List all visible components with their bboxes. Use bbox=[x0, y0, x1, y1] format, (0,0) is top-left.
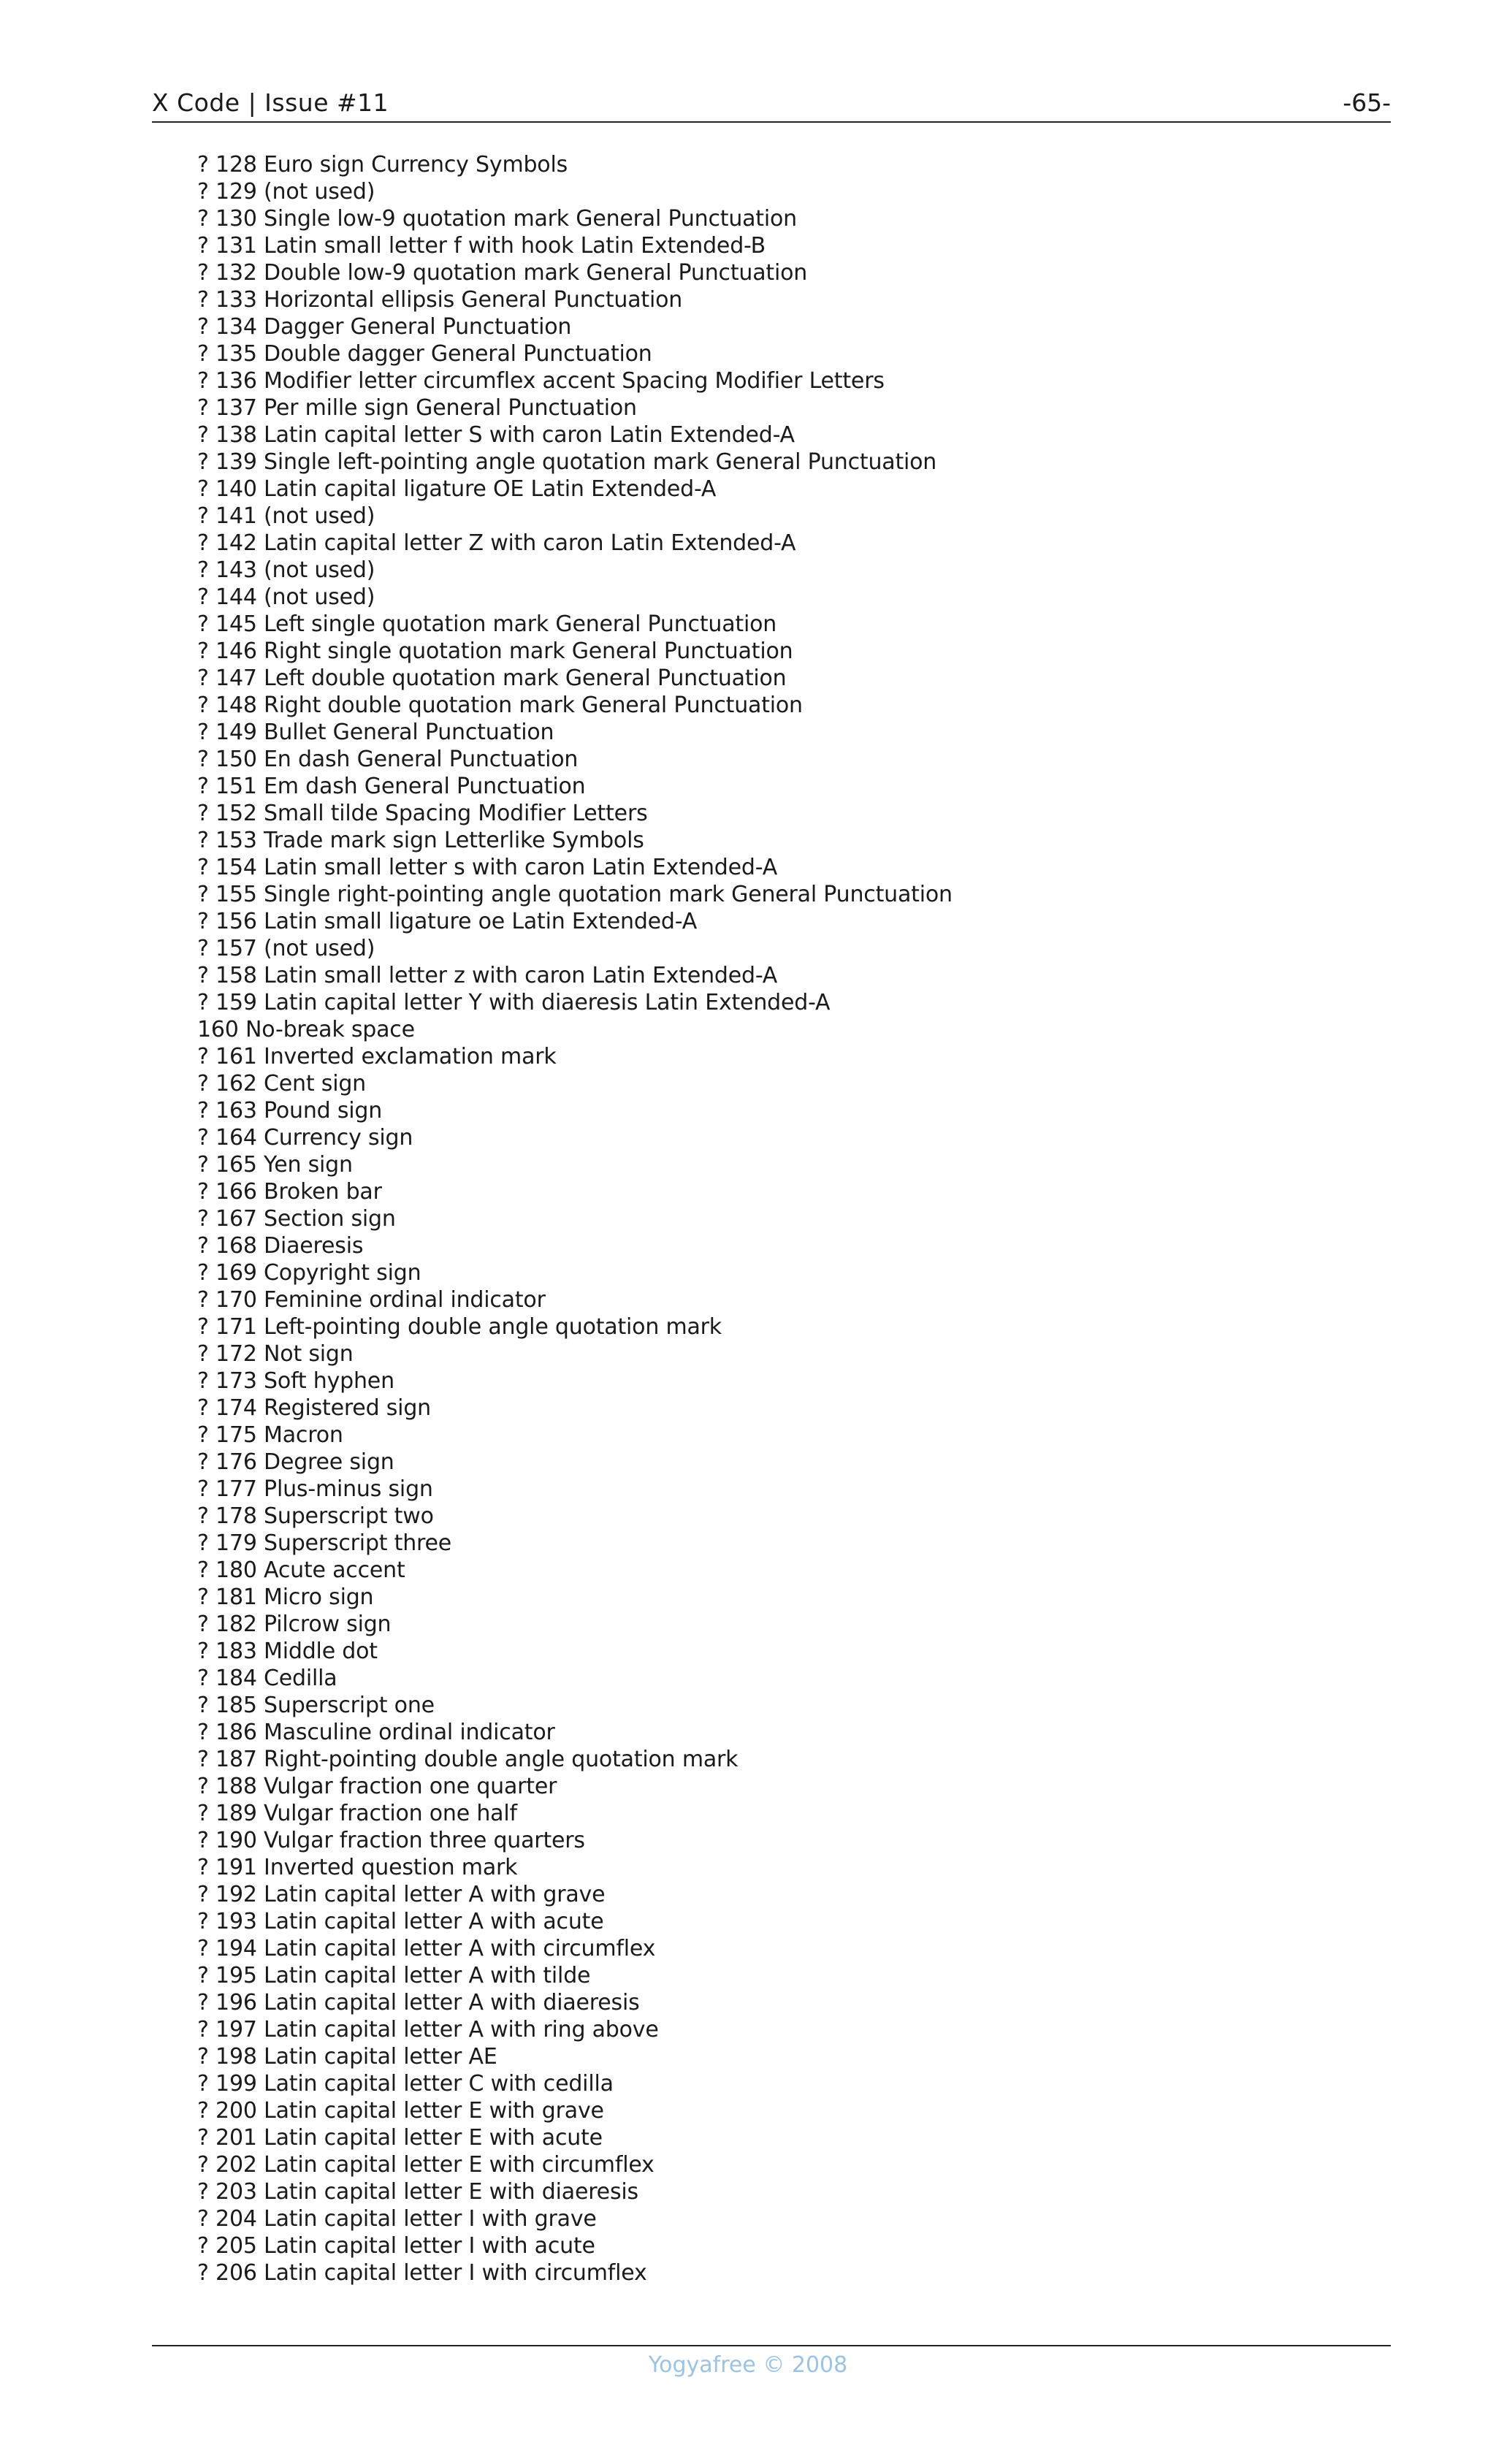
list-item: ? 165 Yen sign bbox=[197, 1152, 353, 1178]
list-item: ? 142 Latin capital letter Z with caron Latin Extended-A bbox=[197, 530, 796, 556]
list-item: ? 154 Latin small letter s with caron Latin Extended-A bbox=[197, 855, 778, 880]
list-item: ? 204 Latin capital letter I with grave bbox=[197, 2206, 597, 2232]
list-item: ? 139 Single left-pointing angle quotation mark General Punctuation bbox=[197, 449, 937, 475]
list-item: ? 178 Superscript two bbox=[197, 1503, 434, 1529]
footer-divider bbox=[152, 2345, 1391, 2346]
list-item: ? 171 Left-pointing double angle quotation mark bbox=[197, 1314, 722, 1340]
list-item: ? 175 Macron bbox=[197, 1422, 343, 1448]
list-item: ? 146 Right single quotation mark General Punctuation bbox=[197, 638, 793, 664]
list-item: ? 161 Inverted exclamation mark bbox=[197, 1044, 557, 1069]
list-item: 160 No-break space bbox=[197, 1017, 415, 1042]
list-item: ? 176 Degree sign bbox=[197, 1449, 394, 1475]
list-item: ? 173 Soft hyphen bbox=[197, 1368, 394, 1394]
list-item: ? 137 Per mille sign General Punctuation bbox=[197, 395, 637, 421]
list-item: ? 197 Latin capital letter A with ring above bbox=[197, 2017, 659, 2042]
list-item: ? 174 Registered sign bbox=[197, 1395, 431, 1421]
list-item: ? 128 Euro sign Currency Symbols bbox=[197, 152, 568, 178]
list-item: ? 145 Left single quotation mark General Punctuation bbox=[197, 611, 777, 637]
list-item: ? 185 Superscript one bbox=[197, 1693, 435, 1718]
list-item: ? 140 Latin capital ligature OE Latin Extended-A bbox=[197, 476, 717, 502]
list-item: ? 135 Double dagger General Punctuation bbox=[197, 341, 652, 367]
list-item: ? 172 Not sign bbox=[197, 1341, 354, 1367]
list-item: ? 194 Latin capital letter A with circumflex bbox=[197, 1936, 656, 1961]
list-item: ? 150 En dash General Punctuation bbox=[197, 747, 579, 772]
list-item: ? 188 Vulgar fraction one quarter bbox=[197, 1774, 557, 1799]
list-item: ? 206 Latin capital letter I with circumflex bbox=[197, 2260, 647, 2286]
list-item: ? 132 Double low-9 quotation mark General Punctuation bbox=[197, 260, 808, 286]
list-item: ? 167 Section sign bbox=[197, 1206, 396, 1232]
list-item: ? 179 Superscript three bbox=[197, 1530, 452, 1556]
list-item: ? 153 Trade mark sign Letterlike Symbols bbox=[197, 828, 644, 853]
list-item: ? 157 (not used) bbox=[197, 936, 375, 961]
list-item: ? 149 Bullet General Punctuation bbox=[197, 720, 554, 745]
list-item: ? 193 Latin capital letter A with acute bbox=[197, 1909, 604, 1934]
list-item: ? 202 Latin capital letter E with circumflex bbox=[197, 2152, 654, 2178]
list-item: ? 158 Latin small letter z with caron Latin Extended-A bbox=[197, 963, 778, 988]
list-item: ? 169 Copyright sign bbox=[197, 1260, 421, 1286]
list-item: ? 143 (not used) bbox=[197, 557, 375, 583]
list-item: ? 134 Dagger General Punctuation bbox=[197, 314, 572, 340]
list-item: ? 201 Latin capital letter E with acute bbox=[197, 2125, 603, 2151]
list-item: ? 129 (not used) bbox=[197, 179, 375, 205]
list-item: ? 131 Latin small letter f with hook Latin Extended-B bbox=[197, 233, 766, 259]
list-item: ? 203 Latin capital letter E with diaeresis bbox=[197, 2179, 638, 2205]
list-item: ? 164 Currency sign bbox=[197, 1125, 413, 1151]
page-header bbox=[152, 88, 1391, 123]
list-item: ? 200 Latin capital letter E with grave bbox=[197, 2098, 604, 2124]
list-item: ? 136 Modifier letter circumflex accent Spacing Modifier Letters bbox=[197, 368, 885, 394]
list-item: ? 163 Pound sign bbox=[197, 1098, 383, 1124]
list-item: ? 190 Vulgar fraction three quarters bbox=[197, 1828, 585, 1853]
footer-text: Yogyafree © 2008 bbox=[648, 2352, 848, 2378]
list-item: ? 184 Cedilla bbox=[197, 1666, 337, 1691]
list-item: ? 191 Inverted question mark bbox=[197, 1855, 518, 1880]
list-item: ? 189 Vulgar fraction one half bbox=[197, 1801, 517, 1826]
list-item: ? 144 (not used) bbox=[197, 584, 375, 610]
list-item: ? 198 Latin capital letter AE bbox=[197, 2044, 497, 2070]
list-item: ? 186 Masculine ordinal indicator bbox=[197, 1720, 555, 1745]
list-item: ? 162 Cent sign bbox=[197, 1071, 366, 1096]
list-item: ? 141 (not used) bbox=[197, 503, 375, 529]
list-item: ? 151 Em dash General Punctuation bbox=[197, 774, 586, 799]
list-item: ? 155 Single right-pointing angle quotation mark General Punctuation bbox=[197, 882, 953, 907]
list-item: ? 181 Micro sign bbox=[197, 1584, 374, 1610]
list-item: ? 182 Pilcrow sign bbox=[197, 1611, 392, 1637]
list-item: ? 152 Small tilde Spacing Modifier Letters bbox=[197, 801, 648, 826]
list-item: ? 166 Broken bar bbox=[197, 1179, 382, 1205]
list-item: ? 205 Latin capital letter I with acute bbox=[197, 2233, 595, 2259]
list-item: ? 147 Left double quotation mark General Punctuation bbox=[197, 665, 787, 691]
list-item: ? 180 Acute accent bbox=[197, 1557, 405, 1583]
list-item: ? 196 Latin capital letter A with diaeresis bbox=[197, 1990, 640, 2015]
list-item: ? 183 Middle dot bbox=[197, 1639, 378, 1664]
list-item: ? 192 Latin capital letter A with grave bbox=[197, 1882, 606, 1907]
list-item: ? 170 Feminine ordinal indicator bbox=[197, 1287, 546, 1313]
page-number: -65- bbox=[1343, 88, 1391, 117]
list-item: ? 148 Right double quotation mark General Punctuation bbox=[197, 693, 803, 718]
list-item: ? 159 Latin capital letter Y with diaeresis Latin Extended-A bbox=[197, 990, 831, 1015]
header-title: X Code | Issue #11 bbox=[152, 88, 389, 117]
list-item: ? 177 Plus-minus sign bbox=[197, 1476, 433, 1502]
list-item: ? 187 Right-pointing double angle quotation mark bbox=[197, 1747, 739, 1772]
list-item: ? 130 Single low-9 quotation mark General Punctuation bbox=[197, 206, 797, 232]
character-code-list bbox=[197, 151, 953, 2286]
list-item: ? 199 Latin capital letter C with cedilla bbox=[197, 2071, 614, 2097]
list-item: ? 133 Horizontal ellipsis General Punctuation bbox=[197, 287, 683, 313]
list-item: ? 195 Latin capital letter A with tilde bbox=[197, 1963, 591, 1988]
list-item: ? 156 Latin small ligature oe Latin Extended-A bbox=[197, 909, 698, 934]
list-item: ? 138 Latin capital letter S with caron Latin Extended-A bbox=[197, 422, 795, 448]
list-item: ? 168 Diaeresis bbox=[197, 1233, 364, 1259]
